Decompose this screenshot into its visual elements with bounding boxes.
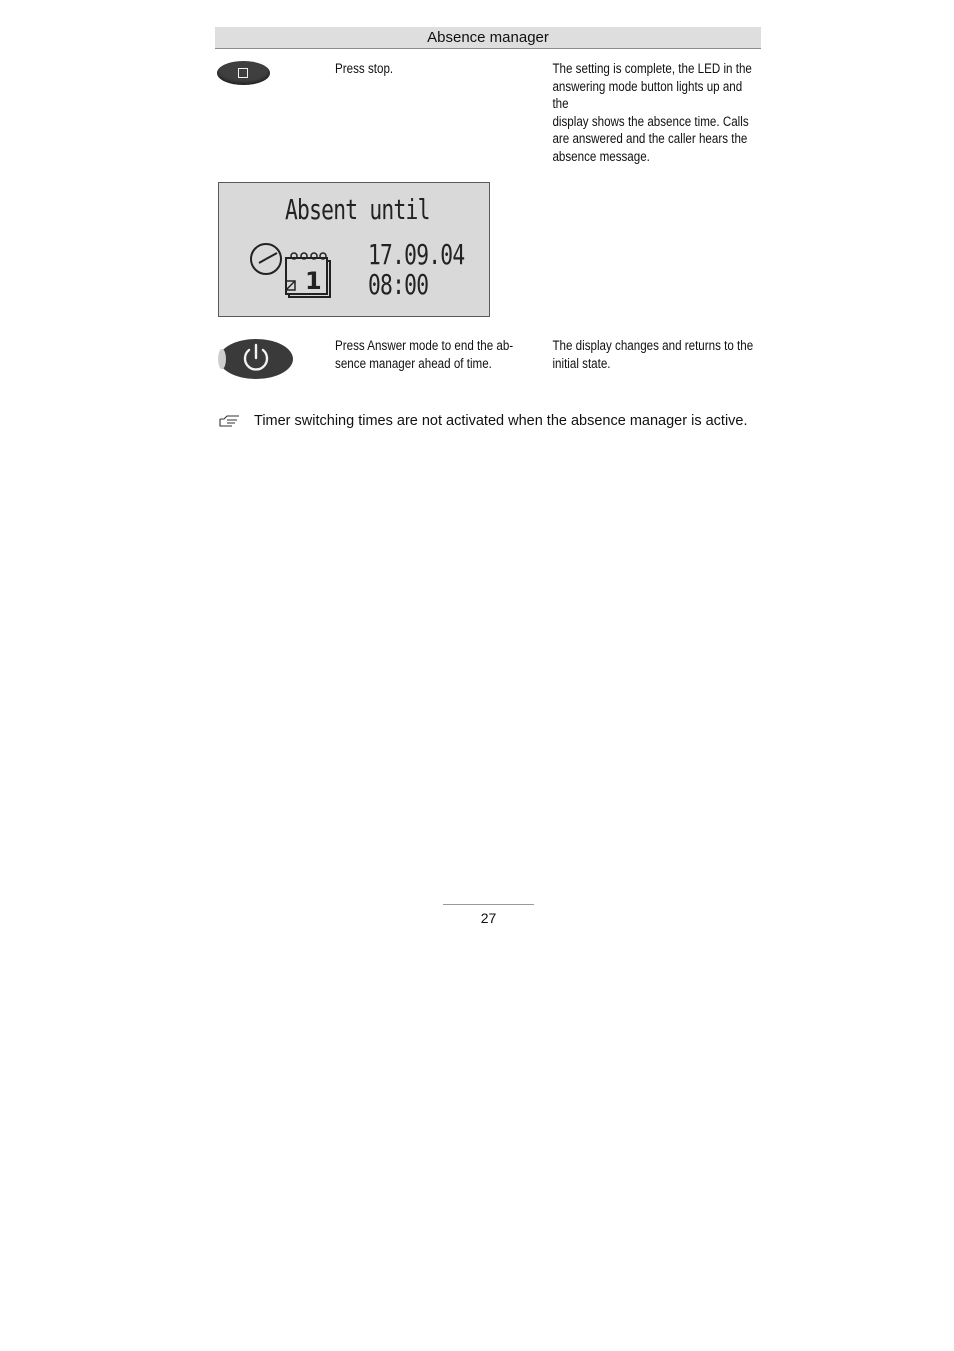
section-title: Absence manager — [427, 29, 549, 46]
answer-mode-button[interactable] — [217, 338, 294, 380]
answer-result-line: The display changes and returns to the — [552, 338, 754, 353]
stop-result-line: The setting is complete, the LED in the — [552, 61, 752, 76]
footer-rule — [443, 904, 534, 905]
stop-button[interactable] — [217, 61, 270, 85]
answer-instruction-line: Press Answer mode to end the ab- — [335, 338, 514, 353]
clock-calendar-icon — [249, 241, 333, 301]
stop-result-line: answering mode button lights up and the — [552, 78, 743, 112]
stop-square-icon — [238, 68, 248, 78]
calendar-icon — [286, 253, 330, 297]
calendar-day: 1 — [305, 267, 322, 295]
pointing-hand-icon — [219, 414, 241, 428]
note-text: Timer switching times are not activated when the absence manager is active. — [254, 413, 748, 429]
stop-result-line: display shows the absence time. Calls — [552, 113, 749, 129]
lcd-date: 17.09.04 — [368, 238, 465, 271]
stop-result-line: are answered and the caller hears the — [552, 131, 748, 147]
stop-result — [536, 60, 771, 166]
section-header — [215, 27, 761, 49]
stop-result-line: absence message. — [552, 148, 650, 164]
page-number: 27 — [480, 910, 497, 926]
lcd-display — [218, 182, 490, 317]
clock-icon — [251, 244, 281, 274]
lcd-time: 08:00 — [368, 268, 429, 301]
answer-result-line: initial state. — [552, 355, 611, 371]
answer-result — [536, 337, 771, 372]
stop-instruction: Press stop. — [335, 61, 394, 76]
answer-instruction — [320, 337, 535, 372]
lcd-title: Absent until — [285, 193, 430, 226]
answer-instruction-line: sence manager ahead of time. — [335, 355, 492, 371]
